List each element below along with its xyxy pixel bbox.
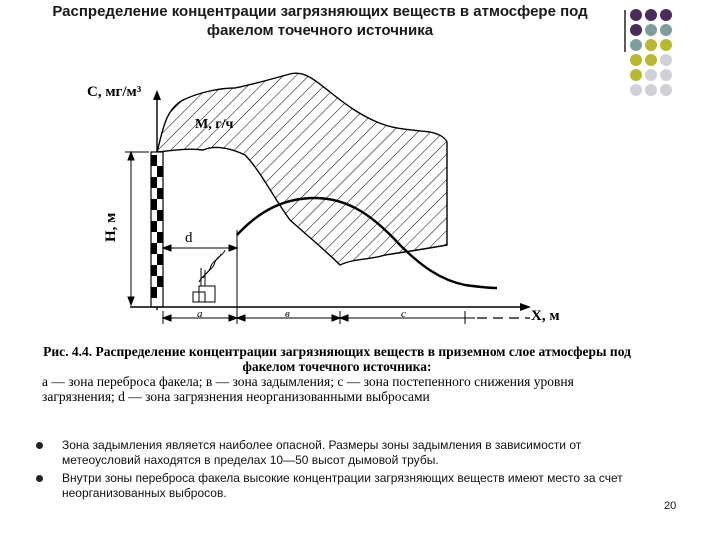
caption-title: Рис. 4.4. Распределение концентрации загрязняющих веществ в приземном слое атмосферы под факелом точечного источника: [43,344,631,374]
decorative-dot [660,9,672,21]
decorative-dot [645,84,657,96]
decorative-dot [660,69,672,81]
bullet-item [36,471,636,501]
zone-b-label: в [285,308,290,320]
decorative-dot [660,54,672,66]
slide-title: Распределение концентрации загрязняющих веществ в атмосфере под факелом точечного источника [52,3,588,39]
bullet-dot-icon [36,475,43,482]
x-axis-label: Х, м [531,308,560,324]
zone-c-label: с [401,308,406,320]
height-label: Н, м [103,212,119,242]
height-dimension [125,152,149,305]
bullet-list [36,438,636,504]
decorative-dot [630,24,642,36]
decorative-dot [630,9,642,21]
figure-caption [42,344,632,404]
plume-label: М, г/ч [195,117,234,132]
decorative-dot [630,39,642,51]
plume-area [157,73,447,265]
y-axis-label: С, мг/м³ [87,84,142,100]
caption-legend: а — зона переброса факела; в — зона задымления; с — зона постепенного снижения уровня загрязнения; d — зона загрязнения неорганизованными выбросами [42,374,574,404]
decorative-dot [645,9,657,21]
chimney [151,152,163,307]
decorative-dot [660,84,672,96]
decorative-dot [660,39,672,51]
y-axis-arrow [153,90,161,100]
decorative-dot [645,39,657,51]
bullet-text: Зона задымления является наиболее опасной. Размеры зоны задымления в зависимости от метеоусловий находятся в пределах 10—50 высот дымовой трубы. [62,438,582,467]
x-axis-arrow [520,303,531,311]
bullet-text: Внутри зоны переброса факела высокие концентрации загрязняющих веществ имеют место за счет неорганизованных выбросов. [62,471,623,500]
decorative-dot [645,54,657,66]
bullet-item [36,438,636,468]
d-dimension [163,230,237,300]
page-number: 20 [664,500,677,512]
plume-diagram [85,70,585,340]
bullet-dot-icon [36,442,43,449]
decorative-dot [645,24,657,36]
decorative-dot [630,54,642,66]
decorative-dot [630,69,642,81]
title-divider [624,10,626,52]
decorative-dot [645,69,657,81]
decorative-dot [630,84,642,96]
d-label: d [185,230,193,246]
zone-a-label: а [197,308,203,320]
decorative-dot [660,24,672,36]
factory-icon [193,250,225,302]
